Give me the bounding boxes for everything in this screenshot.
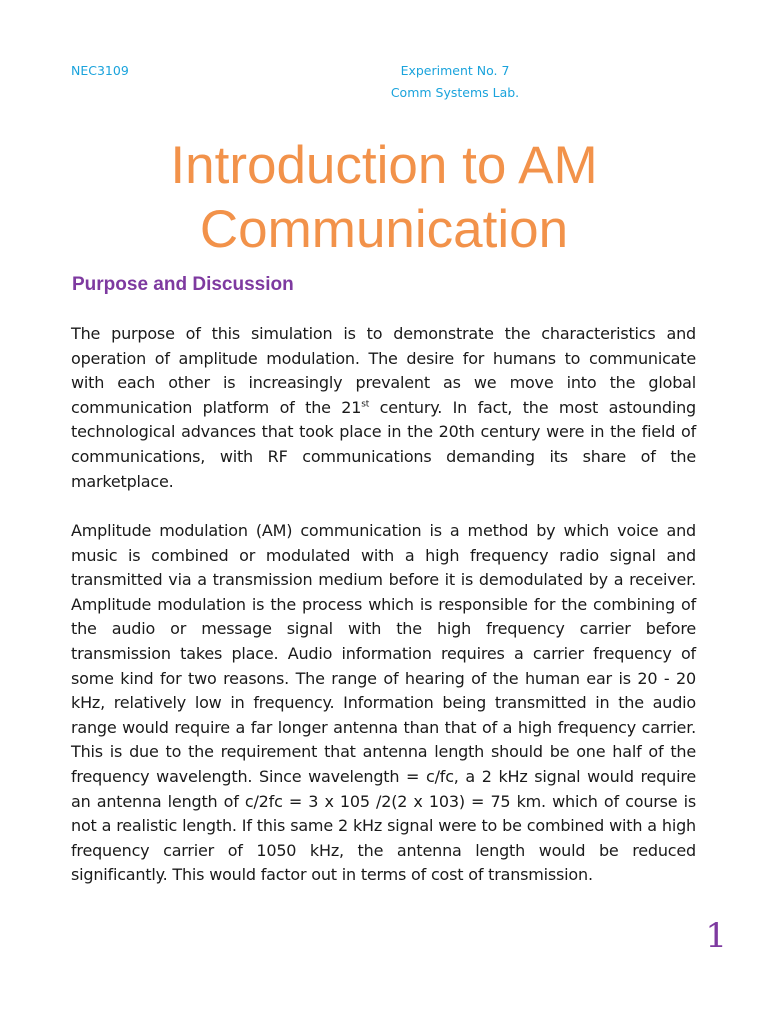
page-number: 1 <box>705 916 727 956</box>
experiment-number: Experiment No. 7 <box>400 63 510 78</box>
lab-name: Comm Systems Lab. <box>390 85 520 100</box>
document-title: Introduction to AM Communication <box>170 136 598 259</box>
paragraph-text: century. In fact, the most astounding technological advances that took place in the 20th century were in the field of communications, with RF communications demanding its share of the marketplace. <box>71 397 697 491</box>
paragraph-purpose <box>71 322 696 494</box>
experiment-header <box>340 60 570 104</box>
paragraph-text: The purpose of this simulation is to demonstrate the characteristics and operation of amplitude modulation. The desire for humans to communicate with each other is increasingly prevalent as we move into the global communication platform of the 21 <box>71 324 696 417</box>
ordinal-superscript: st <box>361 399 370 410</box>
section-heading: Purpose and Discussion <box>72 274 294 295</box>
course-code: NEC3109 <box>71 63 129 78</box>
paragraph-am-description: Amplitude modulation (AM) communication is a method by which voice and music is combined or modulated with a high frequency radio signal and transmitted via a transmission medium before it is demodulated by a receiver. Amplitude modulation is the process which is responsible for the combining of the audio or message signal with the high frequency carrier before transmission takes place. Audio information requires a carrier frequency of some kind for two reasons. The range of hearing of the human ear is 20 - 20 kHz, relatively low in frequency. Information being transmitted in the audio range would require a far longer antenna than that of a high frequency carrier. This is due to the requirement that antenna length should be one half of the frequency wavelength. Since wavelength = c/fc, a 2 kHz signal would require an antenna length of c/2fc = 3 x 105 /2(2 x 103) = 75 km. which of course is not a realistic length. If this same 2 kHz signal were to be combined with a high frequency carrier of 1050 kHz, the antenna length would be reduced significantly. This would factor out in terms of cost of transmission. <box>71 521 696 885</box>
